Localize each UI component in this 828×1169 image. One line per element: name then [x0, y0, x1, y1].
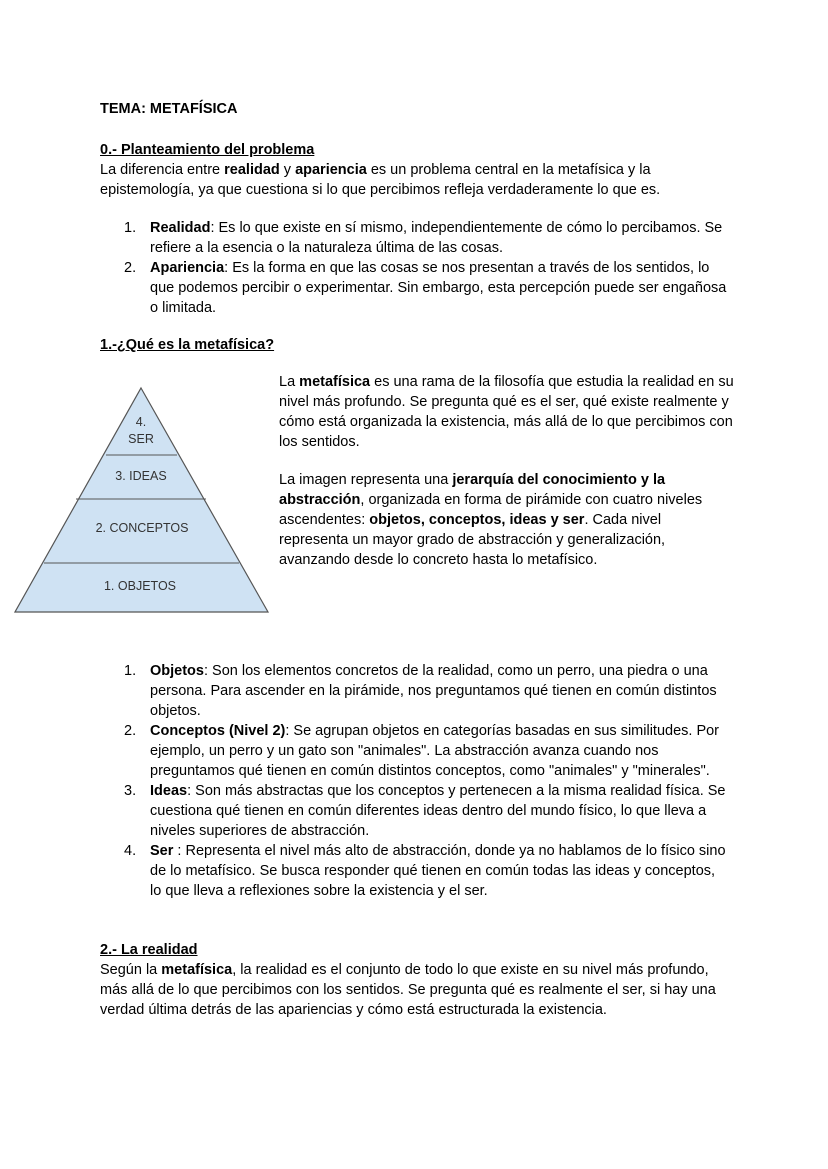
- s2-text-a: Según la: [100, 962, 162, 978]
- document-title: TEMA: METAFÍSICA: [100, 101, 238, 117]
- list-item: [100, 721, 730, 781]
- section-0-heading: 0.- Planteamiento del problema: [100, 142, 315, 158]
- list-text: : Se agrupan objetos en categorías basadas en sus similitudes. Por ejemplo, un perro y un gato son "animales". La abstracción avanza cuando nos preguntamos qué tienen en común distintos conceptos, como "animales" y "minerales".: [150, 723, 720, 779]
- section-1-paragraph-2: [279, 470, 727, 570]
- section-0-intro: [100, 160, 730, 200]
- p2-text-e: . Cada nivel representa un mayor grado de abstracción y generalización, avanzando desde lo concreto hasta lo metafísico.: [279, 512, 666, 568]
- intro-bold-apariencia: apariencia: [295, 162, 367, 178]
- list-item: [100, 661, 730, 721]
- list-text: : Son los elementos concretos de la realidad, como un perro, una piedra o una persona. Para ascender en la pirámide, nos preguntamos qué tienen en común distintos objetos.: [150, 663, 717, 719]
- s2-text-c: , la realidad es el conjunto de todo lo que existe en su nivel más profundo, más allá de lo que percibimos con los sentidos. Se pregunta qué es realmente el ser, si hay una verdad última detrás de las apariencias y cómo está estructurada la existencia.: [100, 962, 716, 1018]
- p2-text-c: , organizada en forma de pirámide con cuatro niveles ascendentes:: [279, 492, 703, 528]
- p1-text-c: es una rama de la filosofía que estudia la realidad en su nivel más profundo. Se pregunta qué es el ser, qué existe realmente y cómo está organizada la existencia, más allá de lo que percibimos con los sentidos.: [279, 374, 734, 450]
- p1-bold: metafísica: [299, 374, 371, 390]
- list-text: : Representa el nivel más alto de abstracción, donde ya no hablamos de lo físico sino de lo metafísico. Se busca responder qué tienen en común todas las ideas y conceptos, lo que lleva a reflexiones sobre la existencia y el ser.: [150, 843, 726, 899]
- list-term: Conceptos (Nivel 2): [150, 723, 286, 739]
- list-number: 2.: [124, 723, 137, 739]
- p2-text-a: La imagen representa una: [279, 472, 453, 488]
- section-1-paragraph-1: [279, 372, 739, 452]
- list-term: Realidad: [150, 220, 211, 236]
- list-item: [100, 841, 730, 901]
- intro-text-c: y: [279, 162, 296, 178]
- s2-bold: metafísica: [161, 962, 233, 978]
- p1-text-a: La: [279, 374, 300, 390]
- list-item: [100, 218, 730, 258]
- list-text: : Es lo que existe en sí mismo, independientemente de cómo lo percibamos. Se refiere a la esencia o la naturaleza última de las cosas.: [150, 220, 723, 256]
- pyramid-level-4-number: 4.: [135, 415, 147, 429]
- list-number: 1.: [124, 663, 137, 679]
- pyramid-level-3-label: 3. IDEAS: [115, 469, 167, 483]
- list-term: Apariencia: [150, 260, 225, 276]
- list-term: Objetos: [150, 663, 204, 679]
- list-number: 3.: [124, 783, 137, 799]
- knowledge-pyramid: [14, 386, 270, 614]
- pyramid-level-2-label: 2. CONCEPTOS: [95, 521, 189, 535]
- intro-text-d: es un problema central en la metafísica y la epistemología, ya que cuestiona si lo que percibimos refleja verdaderamente lo que es.: [100, 162, 661, 198]
- pyramid-level-4-label: SER: [128, 432, 154, 446]
- section-0: [100, 140, 730, 200]
- pyramid-level-1-label: 1. OBJETOS: [103, 579, 177, 593]
- list-term: Ser: [150, 843, 174, 859]
- list-text: : Es la forma en que las cosas se nos presentan a través de los sentidos, lo que podemos percibir o experimentar. Sin embargo, esta percepción puede ser engañosa o limitada.: [150, 260, 727, 316]
- section-2-heading: 2.- La realidad: [100, 942, 198, 958]
- section-2: [100, 940, 730, 1020]
- list-number: 4.: [124, 843, 137, 859]
- pyramid-svg: [14, 386, 270, 614]
- intro-bold-realidad: realidad: [224, 162, 280, 178]
- list-term: Ideas: [150, 783, 188, 799]
- section-1-list: [100, 661, 730, 901]
- section-2-paragraph: [100, 960, 730, 1020]
- list-number: 1.: [124, 220, 137, 236]
- p2-bold-jerarquia: jerarquía del conocimiento y la abstracción: [279, 472, 666, 508]
- section-1-heading: 1.-¿Qué es la metafísica?: [100, 337, 275, 353]
- p2-bold-niveles: objetos, conceptos, ideas y ser: [369, 512, 585, 528]
- list-item: [100, 781, 730, 841]
- list-text: : Son más abstractas que los conceptos y pertenecen a la misma realidad física. Se cuestiona qué tienen en común diferentes ideas dentro del mundo físico, lo que lleva a niveles superiores de abstracción.: [150, 783, 726, 839]
- section-0-list: [100, 218, 730, 318]
- list-item: [100, 258, 730, 318]
- intro-text-a: La diferencia entre: [100, 162, 225, 178]
- list-number: 2.: [124, 260, 137, 276]
